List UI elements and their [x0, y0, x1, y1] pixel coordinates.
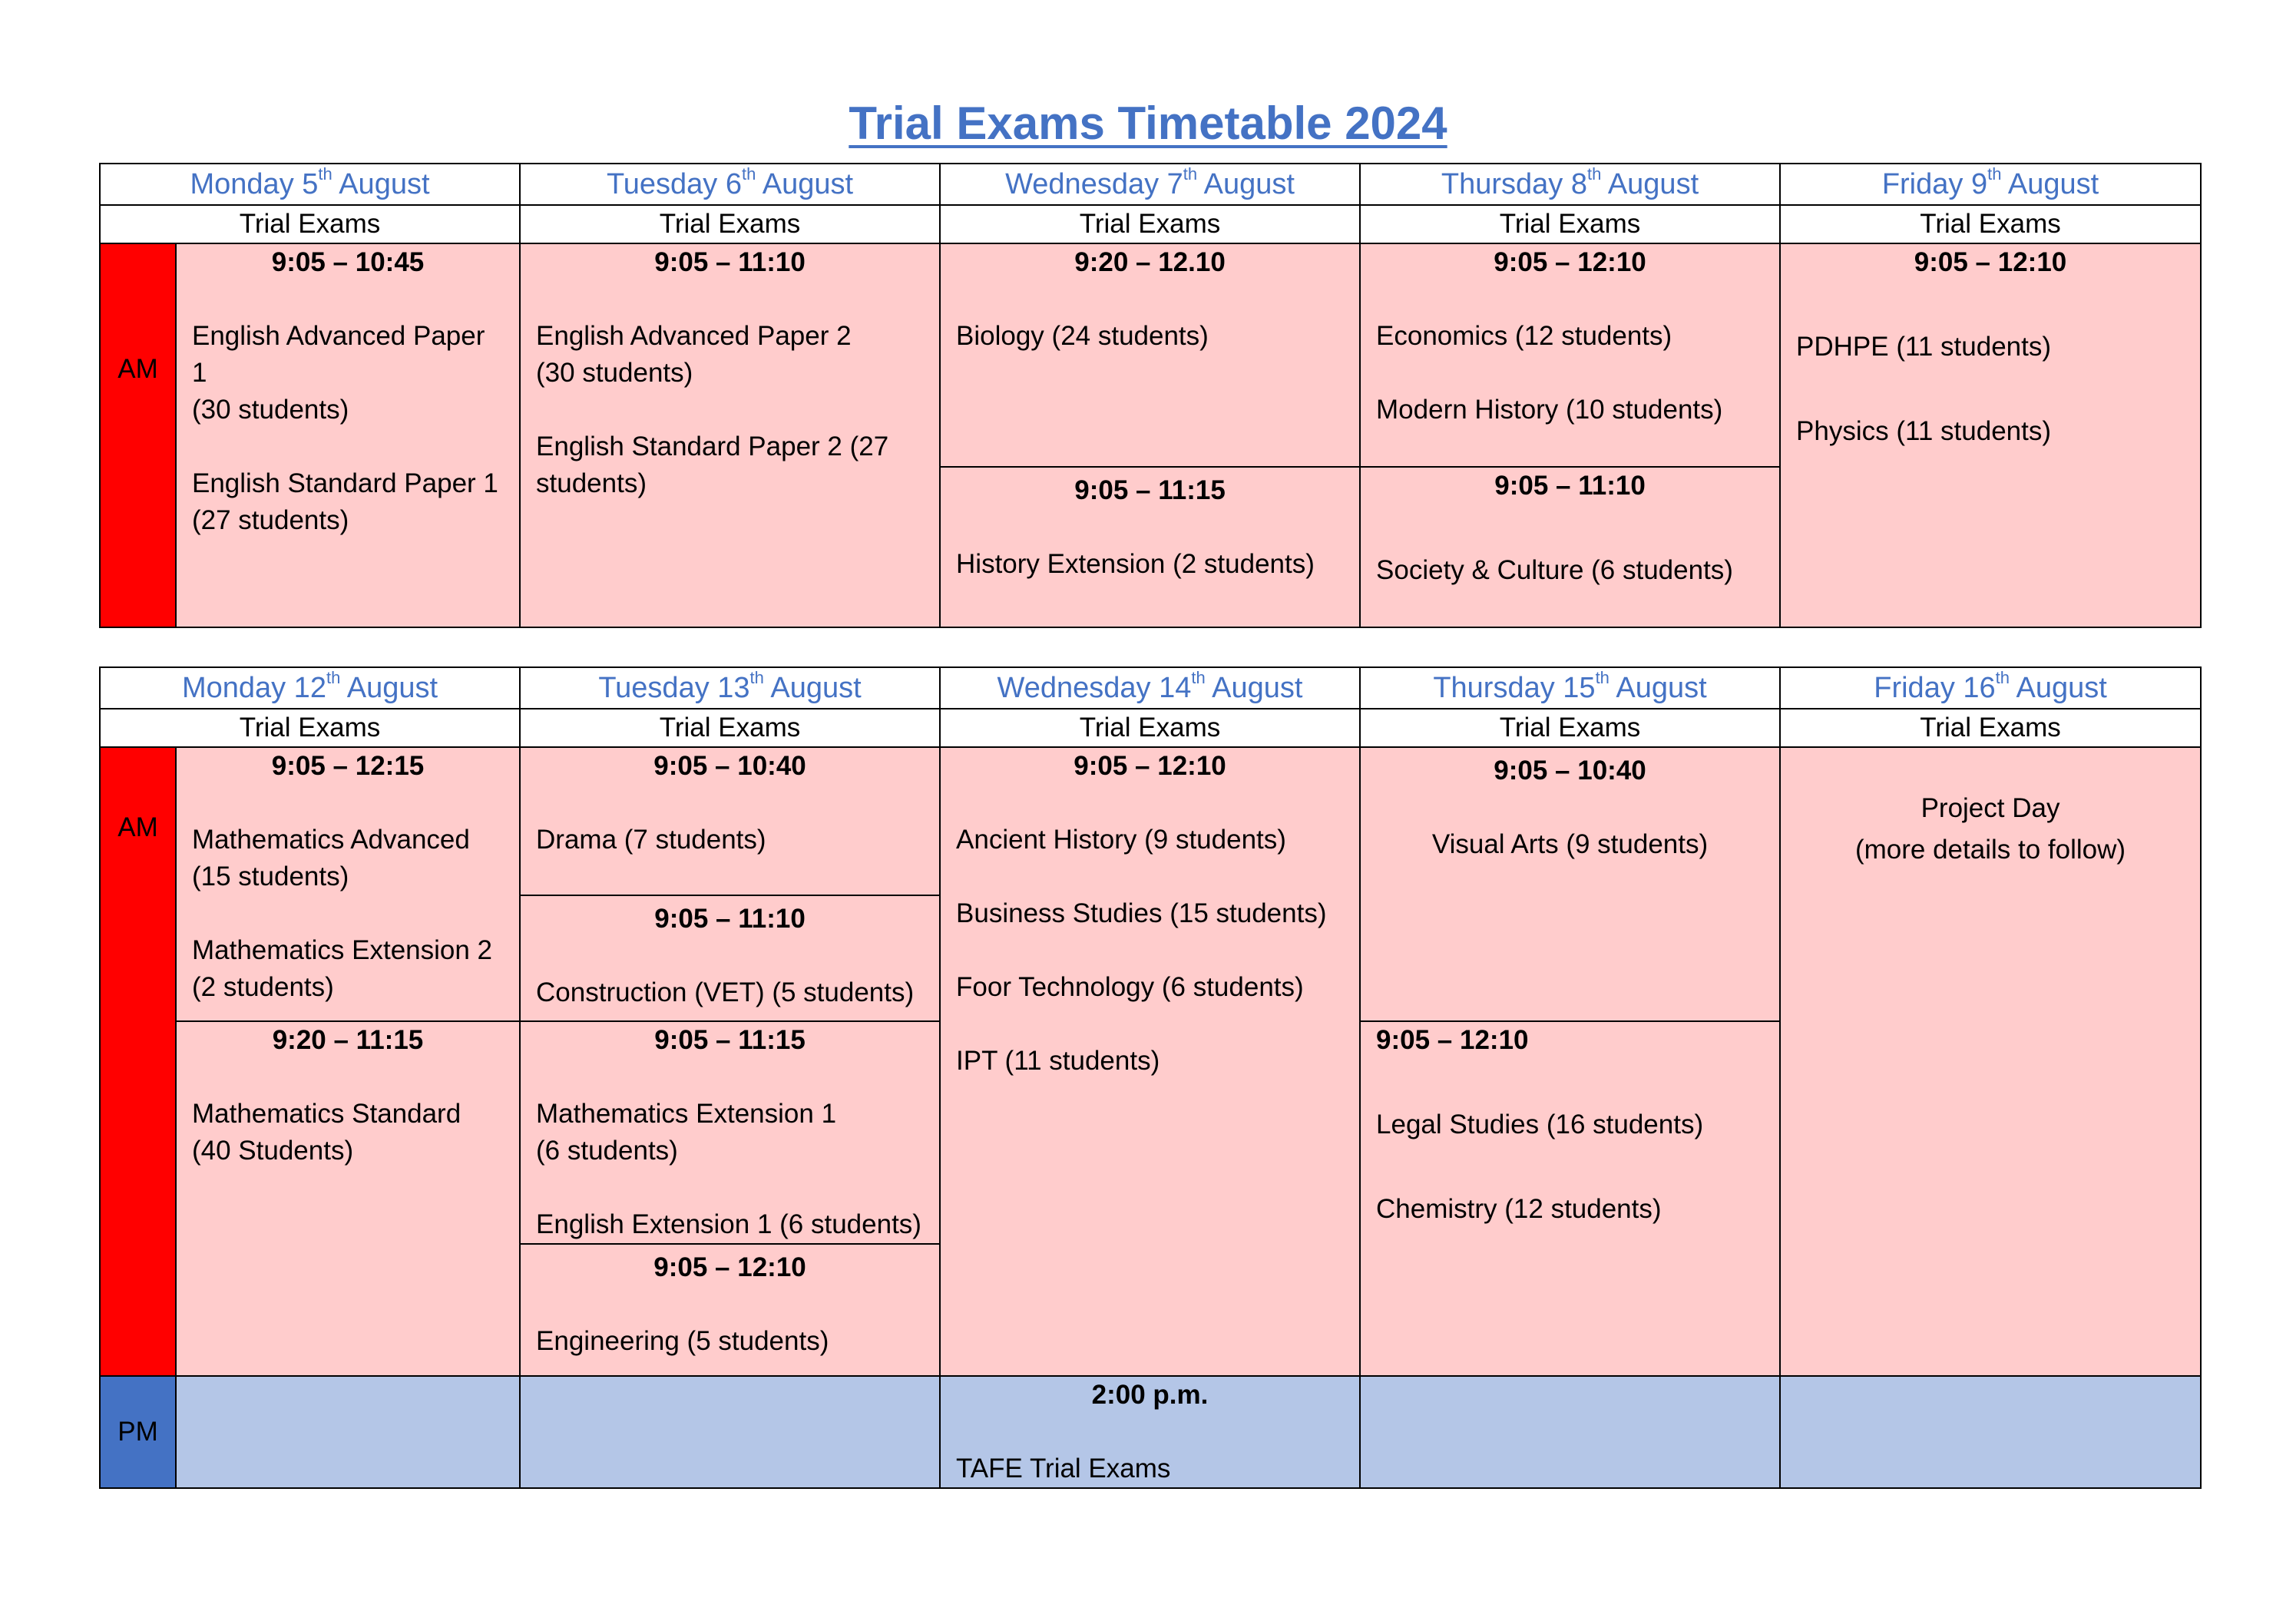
exam-cell-tue: 9:05 – 11:10 English Advanced Paper 2 (30 students) English Standard Paper 2 (27 students)	[520, 243, 940, 627]
exam-cell-fri: Project Day (more details to follow)	[1780, 747, 2201, 1376]
page-title: Trial Exams Timetable 2024	[849, 98, 1447, 149]
week1-subtitle-row	[100, 205, 2201, 243]
week1-table	[99, 163, 2202, 628]
am-label: AM	[100, 747, 176, 1376]
day-header: Wednesday 7th August	[940, 164, 1360, 205]
exam-cell-thu-1: 9:05 – 12:10 Economics (12 students) Modern History (10 students)	[1360, 243, 1780, 467]
day-header: Tuesday 13th August	[520, 667, 940, 709]
subtitle-cell: Trial Exams	[940, 709, 1360, 747]
pm-label: PM	[100, 1376, 176, 1488]
exam-cell-tue-2: 9:05 – 11:10 Construction (VET) (5 students)	[520, 895, 940, 1021]
day-header: Thursday 8th August	[1360, 164, 1780, 205]
subtitle-cell: Trial Exams	[940, 205, 1360, 243]
week2-table	[99, 666, 2202, 1489]
day-header: Tuesday 6th August	[520, 164, 940, 205]
exam-cell-fri: 9:05 – 12:10 PDHPE (11 students) Physics (11 students)	[1780, 243, 2201, 627]
subtitle-cell: Trial Exams	[100, 709, 520, 747]
pm-cell-thu	[1360, 1376, 1780, 1488]
week2-header-row	[100, 667, 2201, 709]
am-label: AM	[100, 243, 176, 627]
subtitle-cell: Trial Exams	[520, 709, 940, 747]
day-header: Friday 16th August	[1780, 667, 2201, 709]
day-header: Wednesday 14th August	[940, 667, 1360, 709]
day-header: Friday 9th August	[1780, 164, 2201, 205]
pm-cell-fri	[1780, 1376, 2201, 1488]
subtitle-cell: Trial Exams	[100, 205, 520, 243]
day-header: Monday 12th August	[100, 667, 520, 709]
exam-cell-thu-2: 9:05 – 11:10 Society & Culture (6 students)	[1360, 467, 1780, 627]
exam-cell-mon-2: 9:20 – 11:15 Mathematics Standard (40 Students)	[176, 1021, 520, 1376]
subtitle-cell: Trial Exams	[1360, 205, 1780, 243]
day-header: Thursday 15th August	[1360, 667, 1780, 709]
subtitle-cell: Trial Exams	[1360, 709, 1780, 747]
subtitle-cell: Trial Exams	[1780, 709, 2201, 747]
pm-cell-wed: 2:00 p.m. TAFE Trial Exams	[940, 1376, 1360, 1488]
day-header: Monday 5th August	[100, 164, 520, 205]
exam-cell-wed-1: 9:20 – 12.10 Biology (24 students)	[940, 243, 1360, 467]
exam-cell-thu-2: 9:05 – 12:10 Legal Studies (16 students) Chemistry (12 students)	[1360, 1021, 1780, 1376]
exam-cell-wed-2: 9:05 – 11:15 History Extension (2 students)	[940, 467, 1360, 627]
subtitle-cell: Trial Exams	[520, 205, 940, 243]
exam-cell-tue-1: 9:05 – 10:40 Drama (7 students)	[520, 747, 940, 895]
subtitle-cell: Trial Exams	[1780, 205, 2201, 243]
exam-cell-wed: 9:05 – 12:10 Ancient History (9 students) Business Studies (15 students) Foor Technology (6 students) IPT (11 students)	[940, 747, 1360, 1376]
week2-subtitle-row	[100, 709, 2201, 747]
exam-cell-tue-4: 9:05 – 12:10 Engineering (5 students)	[520, 1244, 940, 1376]
exam-cell-mon-1: 9:05 – 12:15 Mathematics Advanced (15 students) Mathematics Extension 2 (2 students)	[176, 747, 520, 1021]
exam-cell-tue-3: 9:05 – 11:15 Mathematics Extension 1 (6 students) English Extension 1 (6 students)	[520, 1021, 940, 1244]
pm-cell-mon	[176, 1376, 520, 1488]
exam-cell-mon: 9:05 – 10:45 English Advanced Paper 1 (30 students) English Standard Paper 1 (27 students)	[176, 243, 520, 627]
week1-header-row	[100, 164, 2201, 205]
pm-cell-tue	[520, 1376, 940, 1488]
exam-cell-thu-1: 9:05 – 10:40 Visual Arts (9 students)	[1360, 747, 1780, 1021]
